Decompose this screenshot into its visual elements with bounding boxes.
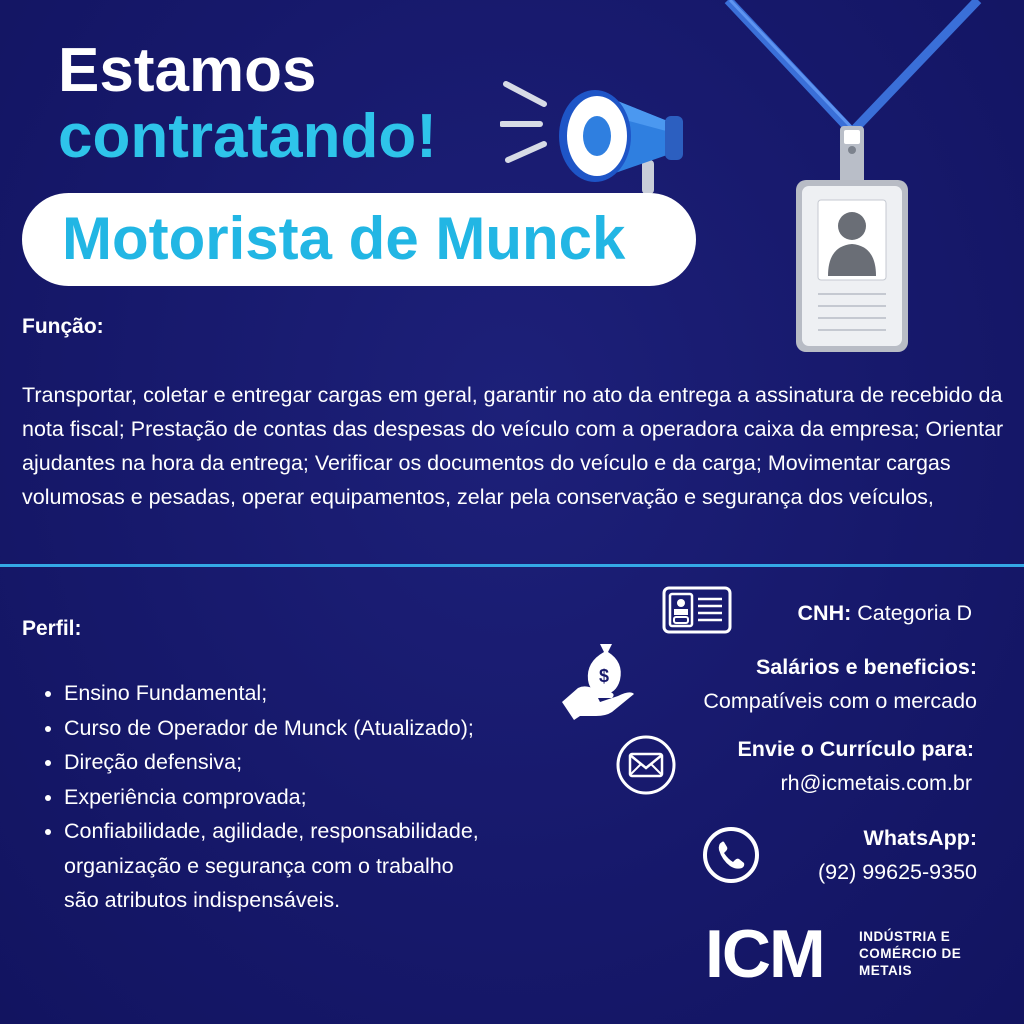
email-label — [737, 737, 974, 762]
whatsapp-label-text: WhatsApp: — [863, 826, 977, 850]
cnh-row — [798, 601, 972, 626]
heading-line1: Estamos — [58, 36, 317, 105]
money-hand-icon — [560, 640, 640, 720]
list-item: • Confiabilidade, agilidade, responsabilidade, organização e segurança com o trabalho são atributos indispensáveis. — [64, 814, 484, 918]
salario-label — [756, 655, 977, 680]
mail-icon — [615, 734, 677, 796]
list-item: • Ensino Fundamental; — [64, 676, 484, 711]
cnh-label: CNH: — [797, 601, 852, 625]
section-divider — [0, 564, 1024, 567]
heading-line2: contratando! — [58, 102, 437, 171]
company-logo-subtitle — [859, 928, 961, 979]
logo-line3: METAIS — [859, 963, 912, 978]
list-item: • Experiência comprovada; — [64, 780, 484, 815]
logo-line1: INDÚSTRIA E — [859, 929, 951, 944]
funcao-label: Função: — [22, 315, 104, 338]
funcao-text: Transportar, coletar e entregar cargas em geral, garantir no ato da entrega a assinatura de recebido da nota fiscal; Prestação de contas das despesas do veículo com a operadora caixa da empresa; Orientar ajudantes na hora da entrega; Verificar os documentos do veículo e da carga; Movimentar cargas volumosas e pesadas, operar equipamentos, zelar pela conservação e segurança dos veículos, — [22, 383, 1004, 509]
email-value: rh@icmetais.com.br — [780, 771, 972, 795]
whatsapp-label — [864, 826, 977, 851]
megaphone-icon — [500, 72, 700, 202]
salario-value: Compatíveis com o mercado — [703, 689, 977, 713]
license-card-icon — [662, 586, 732, 634]
company-logo: ICM — [705, 916, 824, 992]
list-item: • Direção defensiva; — [64, 745, 484, 780]
logo-line2: COMÉRCIO DE — [859, 946, 962, 961]
phone-icon — [702, 826, 760, 884]
email-label-text: Envie o Currículo para: — [737, 737, 974, 761]
id-badge-icon — [720, 0, 990, 360]
cnh-value: Categoria D — [857, 601, 972, 625]
list-item: • Curso de Operador de Munck (Atualizado); — [64, 711, 484, 746]
svg-text:$: $ — [598, 666, 610, 686]
salario-label-text: Salários e beneficios: — [755, 655, 977, 679]
perfil-list — [40, 676, 484, 918]
job-title: Motorista de Munck — [62, 205, 626, 272]
whatsapp-value: (92) 99625-9350 — [818, 860, 977, 884]
perfil-label: Perfil: — [22, 617, 82, 640]
